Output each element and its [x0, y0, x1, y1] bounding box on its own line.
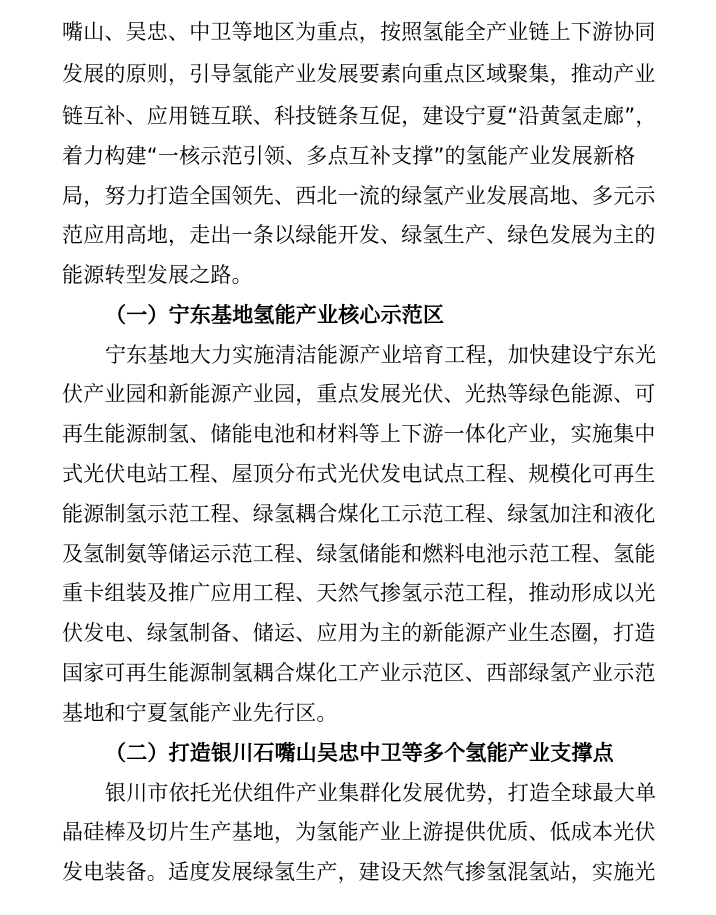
text-line: 国家可再生能源制氢耦合煤化工产业示范区、西部绿氢产业示范 [62, 661, 656, 685]
text-line: 宁东基地大力实施清洁能源产业培育工程，加快建设宁东光 [105, 343, 657, 367]
text-line: 能源转型发展之路。 [62, 263, 253, 287]
text-line: 范应用高地，走出一条以绿能开发、绿氢生产、绿色发展为主的 [62, 223, 656, 247]
section-heading: （二）打造银川石嘴山吴忠中卫等多个氢能产业支撑点 [105, 741, 614, 765]
text-line: 能源制氢示范工程、绿氢耦合煤化工示范工程、绿氢加注和液化 [62, 502, 656, 526]
text-line: 重卡组装及推广应用工程、天然气掺氢示范工程，推动形成以光 [62, 581, 656, 605]
text-line: 伏产业园和新能源产业园，重点发展光伏、光热等绿色能源、可 [62, 382, 656, 406]
text-line: 银川市依托光伏组件产业集群化发展优势，打造全球最大单 [105, 781, 657, 805]
text-line: 发展的原则，引导氢能产业发展要素向重点区域聚集，推动产业 [62, 62, 656, 86]
text-line: 局，努力打造全国领先、西北一流的绿氢产业发展高地、多元示 [62, 184, 656, 208]
text-line: 伏发电、绿氢制备、储运、应用为主的新能源产业生态圈，打造 [62, 621, 656, 645]
text-line: 着力构建“一核示范引领、多点互补支撑”的氢能产业发展新格 [62, 144, 636, 168]
text-line: 式光伏电站工程、屋顶分布式光伏发电试点工程、规模化可再生 [62, 462, 656, 486]
text-line: 及氢制氨等储运示范工程、绿氢储能和燃料电池示范工程、氢能 [62, 542, 656, 566]
text-line: 嘴山、吴忠、中卫等地区为重点，按照氢能全产业链上下游协同 [62, 20, 656, 44]
text-line: 链互补、应用链互联、科技链条互促，建设宁夏“沿黄氢走廊”， [62, 104, 657, 128]
text-line: 晶硅棒及切片生产基地，为氢能产业上游提供优质、低成本光伏 [62, 820, 656, 844]
text-line: 基地和宁夏氢能产业先行区。 [62, 701, 338, 725]
text-line: 再生能源制氢、储能电池和材料等上下游一体化产业，实施集中 [62, 422, 656, 446]
text-line: 发电装备。适度发展绿氢生产，建设天然气掺氢混氢站，实施光 [62, 860, 656, 884]
section-heading: （一）宁东基地氢能产业核心示范区 [105, 303, 445, 327]
